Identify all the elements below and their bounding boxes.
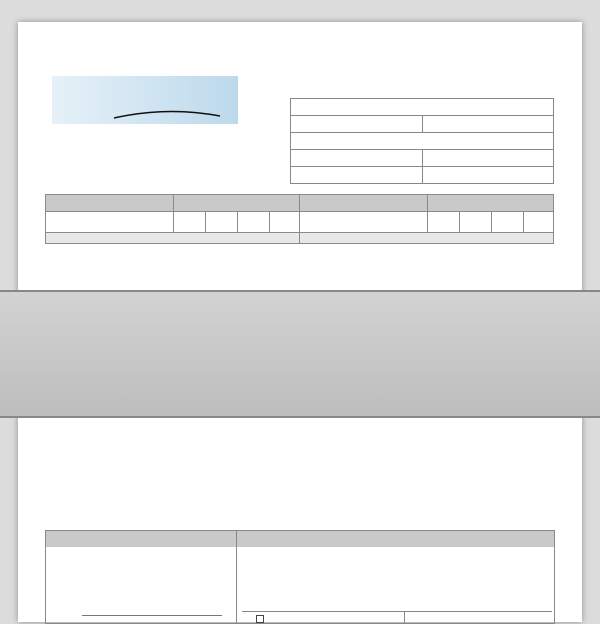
field-location[interactable] xyxy=(291,133,554,150)
services-header-right xyxy=(300,195,428,212)
freq-daily xyxy=(428,212,460,233)
freq-monthly xyxy=(238,212,270,233)
invoice-sheet xyxy=(18,22,582,622)
area-items-label xyxy=(300,212,428,233)
client-info-table xyxy=(290,98,554,184)
freq-weekly xyxy=(206,212,238,233)
section-doors-walls xyxy=(300,233,554,244)
field-other[interactable] xyxy=(422,167,554,184)
field-date[interactable] xyxy=(291,116,423,133)
freq-daily xyxy=(174,212,206,233)
field-phone[interactable] xyxy=(422,116,554,133)
field-contact-ph[interactable] xyxy=(422,150,554,167)
sun-checkbox[interactable] xyxy=(256,615,264,623)
invoice-banner xyxy=(0,290,600,418)
notes-header xyxy=(237,531,554,547)
field-job-no[interactable] xyxy=(291,150,423,167)
schedule-row xyxy=(242,611,552,624)
freq-other xyxy=(270,212,300,233)
frequency-header-right xyxy=(428,195,554,212)
company-logo xyxy=(52,58,242,138)
freq-monthly xyxy=(492,212,524,233)
logo-swoosh xyxy=(112,108,222,122)
section-divider xyxy=(236,531,237,623)
supplied-by-line[interactable] xyxy=(82,615,222,616)
frequency-header-left xyxy=(174,195,300,212)
terms-header xyxy=(46,531,236,547)
section-restrooms xyxy=(46,233,300,244)
terms-notes-section xyxy=(45,530,555,624)
total-labor-label xyxy=(404,612,554,624)
field-terms[interactable] xyxy=(291,167,423,184)
services-header-left xyxy=(46,195,174,212)
area-items-label xyxy=(46,212,174,233)
freq-other xyxy=(524,212,554,233)
field-for[interactable] xyxy=(291,99,554,116)
freq-weekly xyxy=(460,212,492,233)
